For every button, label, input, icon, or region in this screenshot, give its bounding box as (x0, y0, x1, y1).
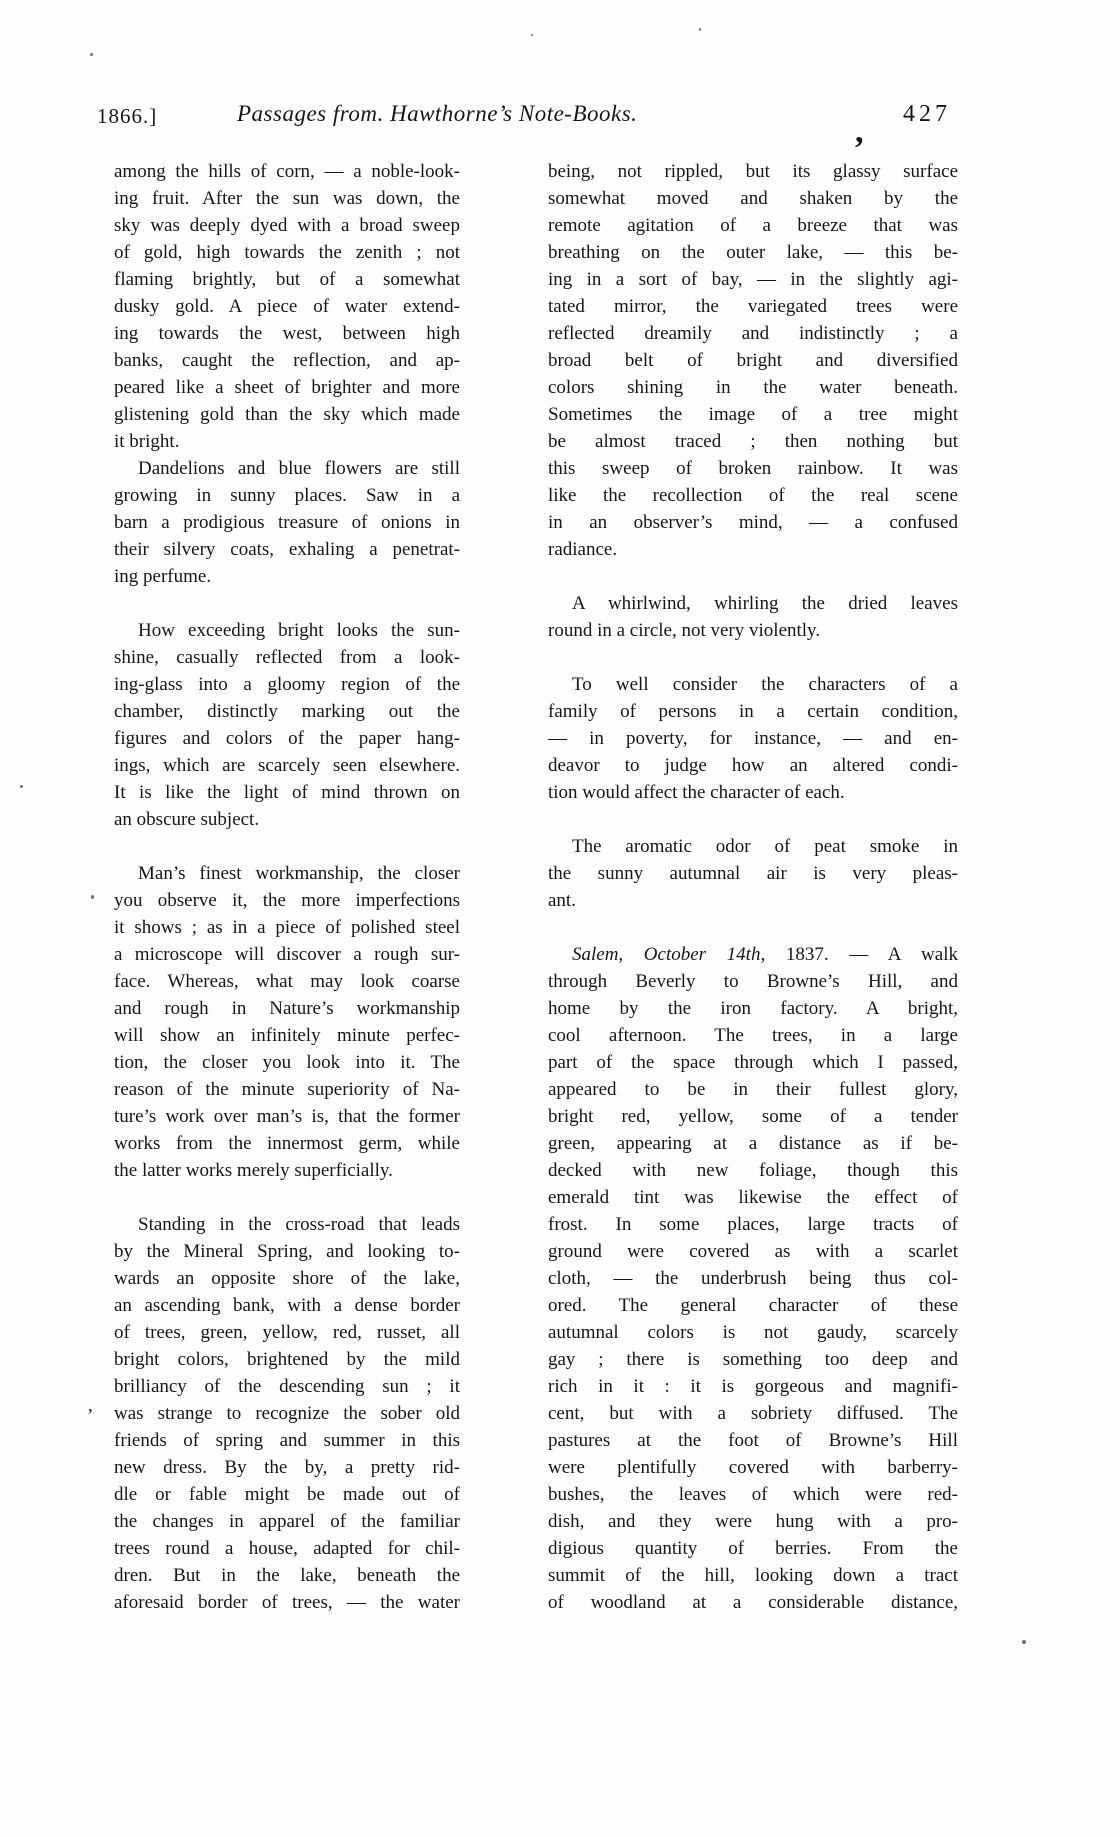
text-line: Salem, October 14th, 1837. — A walk (572, 944, 958, 965)
text-line: chamber, distinctly marking out the (114, 701, 460, 722)
text-line: their silvery coats, exhaling a penetrat- (114, 539, 460, 560)
scan-speck (90, 53, 93, 56)
ink-blot-comma-mark: , (855, 113, 864, 150)
text-line: through Beverly to Browne’s Hill, and (548, 971, 958, 992)
text-line: rich in it : it is gorgeous and magnifi- (548, 1376, 958, 1397)
text-line: digious quantity of berries. From the (548, 1538, 958, 1559)
text-line: reflected dreamily and indistinctly ; a (548, 323, 958, 344)
text-line: ings, which are scarcely seen elsewhere. (114, 755, 460, 776)
text-line: ing-glass into a gloomy region of the (114, 674, 460, 695)
right-column (548, 158, 958, 1616)
scan-speck (1022, 1640, 1026, 1644)
scan-speck (91, 895, 94, 899)
text-line: the changes in apparel of the familiar (114, 1511, 460, 1532)
text-line: Sometimes the image of a tree might (548, 404, 958, 425)
paragraph (548, 158, 958, 563)
text-line: were plentifully covered with barberry- (548, 1457, 958, 1478)
text-line: the sunny autumnal air is very pleas- (548, 863, 958, 884)
text-line: glistening gold than the sky which made (114, 404, 460, 425)
text-line: be almost traced ; then nothing but (548, 431, 958, 452)
text-line: banks, caught the reflection, and ap- (114, 350, 460, 371)
text-line: ored. The general character of these (548, 1295, 958, 1316)
text-line: bushes, the leaves of which were red- (548, 1484, 958, 1505)
text-line: figures and colors of the paper hang- (114, 728, 460, 749)
text-line: broad belt of bright and diversified (548, 350, 958, 371)
scan-speck (699, 28, 701, 31)
header-year: 1866.] (97, 104, 158, 128)
text-line: being, not rippled, but its glassy surface (548, 161, 958, 182)
text-line: sky was deeply dyed with a broad sweep (114, 215, 460, 236)
text-line: green, appearing at a distance as if be- (548, 1133, 958, 1154)
text-line: growing in sunny places. Saw in a (114, 485, 460, 506)
text-line: it bright. (114, 431, 180, 452)
text-line: bright colors, brightened by the mild (114, 1349, 460, 1370)
text-line: A whirlwind, whirling the dried leaves (572, 593, 958, 614)
text-line: Dandelions and blue flowers are still (138, 458, 460, 479)
text-line: a microscope will discover a rough sur- (114, 944, 460, 965)
text-line: round in a circle, not very violently. (548, 620, 821, 641)
text-line: aforesaid border of trees, — the water (114, 1592, 460, 1613)
paragraph (114, 617, 460, 833)
text-line: ing in a sort of bay, — in the slightly agi- (548, 269, 958, 290)
text-line: gay ; there is something too deep and (548, 1349, 958, 1370)
text-line: How exceeding bright looks the sun- (138, 620, 460, 641)
scan-speck (20, 785, 23, 788)
text-line: tion, the closer you look into it. The (114, 1052, 460, 1073)
text-line: frost. In some places, large tracts of (548, 1214, 958, 1235)
margin-comma-mark: , (88, 1395, 93, 1416)
text-line: deavor to judge how an altered condi- (548, 755, 958, 776)
text-line: like the recollection of the real scene (548, 485, 958, 506)
text-line: dle or fable might be made out of (114, 1484, 460, 1505)
text-line: the latter works merely superficially. (114, 1160, 393, 1181)
text-line: peared like a sheet of brighter and more (114, 377, 460, 398)
paragraph (548, 590, 958, 644)
text-line: shine, casually reflected from a look- (114, 647, 460, 668)
text-line: part of the space through which I passed, (548, 1052, 958, 1073)
text-line: dusky gold. A piece of water extend- (114, 296, 460, 317)
paragraph (114, 158, 460, 455)
text-line: flaming brightly, but of a somewhat (114, 269, 460, 290)
text-line: colors shining in the water beneath. (548, 377, 958, 398)
text-line: somewhat moved and shaken by the (548, 188, 958, 209)
paragraph (114, 860, 460, 1184)
left-column (114, 158, 460, 1616)
text-line: cloth, — the underbrush being thus col- (548, 1268, 958, 1289)
text-line: Standing in the cross-road that leads (138, 1214, 460, 1235)
text-line: breathing on the outer lake, — this be- (548, 242, 958, 263)
text-line: of gold, high towards the zenith ; not (114, 242, 460, 263)
text-line: an obscure subject. (114, 809, 260, 830)
text-line: friends of spring and summer in this (114, 1430, 460, 1451)
text-line: reason of the minute superiority of Na- (114, 1079, 460, 1100)
text-line: decked with new foliage, though this (548, 1160, 958, 1181)
text-line: works from the innermost germ, while (114, 1133, 460, 1154)
text-line: appeared to be in their fullest glory, (548, 1079, 958, 1100)
paragraph (114, 455, 460, 590)
text-line: wards an opposite shore of the lake, (114, 1268, 460, 1289)
text-line: ing perfume. (114, 566, 212, 587)
text-line: and rough in Nature’s workmanship (114, 998, 460, 1019)
text-line: dren. But in the lake, beneath the (114, 1565, 460, 1586)
text-line: new dress. By the by, a pretty rid- (114, 1457, 460, 1478)
text-line: autumnal colors is not gaudy, scarcely (548, 1322, 958, 1343)
text-line: trees round a house, adapted for chil- (114, 1538, 460, 1559)
text-line: cool afternoon. The trees, in a large (548, 1025, 958, 1046)
text-line: summit of the hill, looking down a tract (548, 1565, 958, 1586)
text-line: The aromatic odor of peat smoke in (572, 836, 958, 857)
paragraph (114, 1211, 460, 1616)
text-line: ant. (548, 890, 576, 911)
text-line: emerald tint was likewise the effect of (548, 1187, 958, 1208)
text-line: tated mirror, the variegated trees were (548, 296, 958, 317)
text-line: you observe it, the more imperfections (114, 890, 460, 911)
text-line: cent, but with a sobriety diffused. The (548, 1403, 958, 1424)
text-line: brilliancy of the descending sun ; it (114, 1376, 460, 1397)
paragraph (548, 671, 958, 806)
header-title: Passages from. Hawthorne’s Note-Books. (237, 101, 638, 126)
text-line: it shows ; as in a piece of polished steel (114, 917, 460, 938)
text-line: family of persons in a certain condition, (548, 701, 958, 722)
text-line: an ascending bank, with a dense border (114, 1295, 460, 1316)
text-line: dish, and they were hung with a pro- (548, 1511, 958, 1532)
text-line: among the hills of corn, — a noble-look- (114, 161, 460, 182)
text-line: in an observer’s mind, — a confused (548, 512, 958, 533)
scan-speck (531, 34, 533, 36)
text-line: pastures at the foot of Browne’s Hill (548, 1430, 958, 1451)
text-line: radiance. (548, 539, 618, 560)
text-line: home by the iron factory. A bright, (548, 998, 958, 1019)
text-line: — in poverty, for instance, — and en- (548, 728, 958, 749)
text-line: ing towards the west, between high (114, 323, 460, 344)
text-line: barn a prodigious treasure of onions in (114, 512, 460, 533)
text-line: this sweep of broken rainbow. It was (548, 458, 958, 479)
text-line: ground were covered as with a scarlet (548, 1241, 958, 1262)
text-line: was strange to recognize the sober old (114, 1403, 460, 1424)
text-line: of trees, green, yellow, red, russet, all (114, 1322, 460, 1343)
text-line: by the Mineral Spring, and looking to- (114, 1241, 460, 1262)
text-line: bright red, yellow, some of a tender (548, 1106, 958, 1127)
paragraph (548, 941, 958, 1616)
text-line: face. Whereas, what may look coarse (114, 971, 460, 992)
text-line: It is like the light of mind thrown on (114, 782, 460, 803)
paragraph (548, 833, 958, 914)
text-line: remote agitation of a breeze that was (548, 215, 958, 236)
text-line: of woodland at a considerable distance, (548, 1592, 958, 1613)
text-line: will show an infinitely minute perfec- (114, 1025, 460, 1046)
header-page-number: 427 (903, 101, 951, 127)
text-line: Man’s finest workmanship, the closer (138, 863, 460, 884)
text-line: tion would affect the character of each. (548, 782, 845, 803)
text-line: ing fruit. After the sun was down, the (114, 188, 460, 209)
text-line: To well consider the characters of a (572, 674, 958, 695)
text-line: ture’s work over man’s is, that the former (114, 1106, 460, 1127)
